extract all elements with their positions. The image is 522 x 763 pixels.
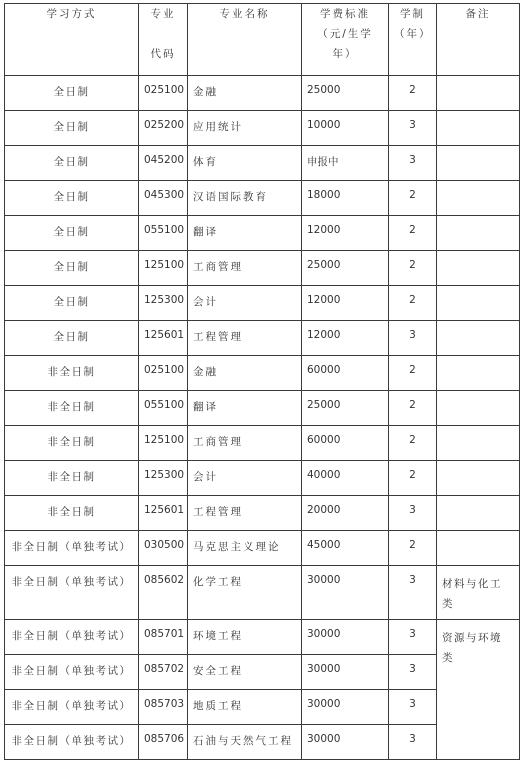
- cell-code: 045200: [139, 146, 188, 181]
- cell-name: 石油与天然气工程: [188, 725, 302, 760]
- cell-code: 025100: [139, 356, 188, 391]
- cell-note-materials: 材料与化工 类: [437, 566, 520, 620]
- cell-name: 安全工程: [188, 655, 302, 690]
- cell-note: [437, 426, 520, 461]
- table-header-row: [5, 4, 520, 76]
- cell-fee: 25000: [302, 391, 389, 426]
- table-row: [5, 181, 520, 216]
- table-row: [5, 146, 520, 181]
- cell-years: 2: [389, 391, 437, 426]
- cell-note: [437, 321, 520, 356]
- cell-name: 翻译: [188, 216, 302, 251]
- cell-code: 085602: [139, 566, 188, 620]
- cell-name: 汉语国际教育: [188, 181, 302, 216]
- cell-name: 马克思主义理论: [188, 531, 302, 566]
- cell-fee: 30000: [302, 655, 389, 690]
- cell-fee: 60000: [302, 426, 389, 461]
- cell-mode: 全日制: [5, 181, 139, 216]
- cell-fee: 20000: [302, 496, 389, 531]
- cell-note: [437, 146, 520, 181]
- cell-mode: 非全日制（单独考试）: [5, 531, 139, 566]
- cell-years: 3: [389, 725, 437, 760]
- cell-note: [437, 216, 520, 251]
- cell-fee: 申报中: [302, 146, 389, 181]
- cell-fee: 30000: [302, 566, 389, 620]
- cell-name: 环境工程: [188, 620, 302, 655]
- cell-note: [437, 251, 520, 286]
- cell-code: 125300: [139, 286, 188, 321]
- table-row: [5, 251, 520, 286]
- table-row: [5, 76, 520, 111]
- cell-code: 125300: [139, 461, 188, 496]
- cell-code: 085703: [139, 690, 188, 725]
- cell-mode: 全日制: [5, 216, 139, 251]
- cell-note: [437, 531, 520, 566]
- cell-mode: 非全日制: [5, 461, 139, 496]
- cell-fee: 25000: [302, 76, 389, 111]
- cell-name: 体育: [188, 146, 302, 181]
- cell-years: 2: [389, 461, 437, 496]
- cell-years: 2: [389, 76, 437, 111]
- cell-name: 地质工程: [188, 690, 302, 725]
- cell-fee: 30000: [302, 620, 389, 655]
- header-mode: 学习方式: [5, 4, 139, 76]
- cell-note: [437, 391, 520, 426]
- cell-note: [437, 286, 520, 321]
- cell-code: 030500: [139, 531, 188, 566]
- cell-years: 3: [389, 620, 437, 655]
- table-row: [5, 286, 520, 321]
- cell-mode: 非全日制（单独考试）: [5, 620, 139, 655]
- cell-mode: 非全日制: [5, 356, 139, 391]
- cell-note-resources: 资源与环境 类: [437, 620, 520, 760]
- cell-mode: 非全日制: [5, 391, 139, 426]
- table-row: [5, 496, 520, 531]
- table-row: [5, 531, 520, 566]
- cell-years: 3: [389, 321, 437, 356]
- table-row: [5, 356, 520, 391]
- cell-years: 3: [389, 146, 437, 181]
- cell-note: [437, 496, 520, 531]
- header-note: 备注: [437, 4, 520, 76]
- cell-name: 化学工程: [188, 566, 302, 620]
- cell-note: [437, 111, 520, 146]
- cell-code: 125601: [139, 321, 188, 356]
- cell-name: 会计: [188, 286, 302, 321]
- cell-mode: 全日制: [5, 76, 139, 111]
- cell-name: 应用统计: [188, 111, 302, 146]
- cell-name: 翻译: [188, 391, 302, 426]
- table-row: [5, 426, 520, 461]
- cell-fee: 25000: [302, 251, 389, 286]
- cell-name: 金融: [188, 356, 302, 391]
- cell-mode: 非全日制（单独考试）: [5, 655, 139, 690]
- cell-mode: 全日制: [5, 146, 139, 181]
- cell-mode: 全日制: [5, 251, 139, 286]
- header-fee: 学费标准 （元/生学 年）: [302, 4, 389, 76]
- tuition-table: [4, 3, 520, 760]
- cell-fee: 10000: [302, 111, 389, 146]
- cell-name: 金融: [188, 76, 302, 111]
- cell-code: 125100: [139, 251, 188, 286]
- cell-mode: 非全日制: [5, 496, 139, 531]
- cell-fee: 60000: [302, 356, 389, 391]
- cell-mode: 非全日制（单独考试）: [5, 725, 139, 760]
- cell-years: 2: [389, 216, 437, 251]
- cell-years: 2: [389, 286, 437, 321]
- table-row: [5, 321, 520, 356]
- cell-code: 025200: [139, 111, 188, 146]
- cell-mode: 全日制: [5, 286, 139, 321]
- header-name: 专业名称: [188, 4, 302, 76]
- cell-code: 125601: [139, 496, 188, 531]
- cell-years: 2: [389, 181, 437, 216]
- cell-name: 工程管理: [188, 496, 302, 531]
- cell-years: 2: [389, 356, 437, 391]
- cell-mode: 非全日制: [5, 426, 139, 461]
- cell-mode: 非全日制（单独考试）: [5, 690, 139, 725]
- cell-years: 3: [389, 655, 437, 690]
- cell-name: 工商管理: [188, 251, 302, 286]
- cell-fee: 12000: [302, 216, 389, 251]
- cell-years: 3: [389, 111, 437, 146]
- cell-note: [437, 461, 520, 496]
- cell-fee: 45000: [302, 531, 389, 566]
- cell-name: 会计: [188, 461, 302, 496]
- table-row: [5, 566, 520, 620]
- cell-fee: 12000: [302, 286, 389, 321]
- table-row: [5, 620, 520, 655]
- cell-fee: 12000: [302, 321, 389, 356]
- table-row: [5, 391, 520, 426]
- cell-code: 085701: [139, 620, 188, 655]
- cell-years: 2: [389, 251, 437, 286]
- cell-code: 055100: [139, 391, 188, 426]
- cell-mode: 非全日制（单独考试）: [5, 566, 139, 620]
- cell-years: 3: [389, 566, 437, 620]
- cell-years: 2: [389, 531, 437, 566]
- cell-code: 085706: [139, 725, 188, 760]
- cell-code: 025100: [139, 76, 188, 111]
- cell-mode: 全日制: [5, 321, 139, 356]
- cell-note: [437, 76, 520, 111]
- cell-years: 3: [389, 690, 437, 725]
- header-code: 专业 代码: [139, 4, 188, 76]
- cell-fee: 30000: [302, 725, 389, 760]
- table-row: [5, 216, 520, 251]
- cell-fee: 40000: [302, 461, 389, 496]
- cell-years: 3: [389, 496, 437, 531]
- cell-code: 125100: [139, 426, 188, 461]
- cell-code: 055100: [139, 216, 188, 251]
- cell-code: 085702: [139, 655, 188, 690]
- cell-note: [437, 356, 520, 391]
- cell-fee: 18000: [302, 181, 389, 216]
- cell-name: 工程管理: [188, 321, 302, 356]
- cell-note: [437, 181, 520, 216]
- cell-fee: 30000: [302, 690, 389, 725]
- cell-code: 045300: [139, 181, 188, 216]
- table-row: [5, 461, 520, 496]
- cell-mode: 全日制: [5, 111, 139, 146]
- cell-name: 工商管理: [188, 426, 302, 461]
- table-row: [5, 111, 520, 146]
- cell-years: 2: [389, 426, 437, 461]
- header-years: 学制 （年）: [389, 4, 437, 76]
